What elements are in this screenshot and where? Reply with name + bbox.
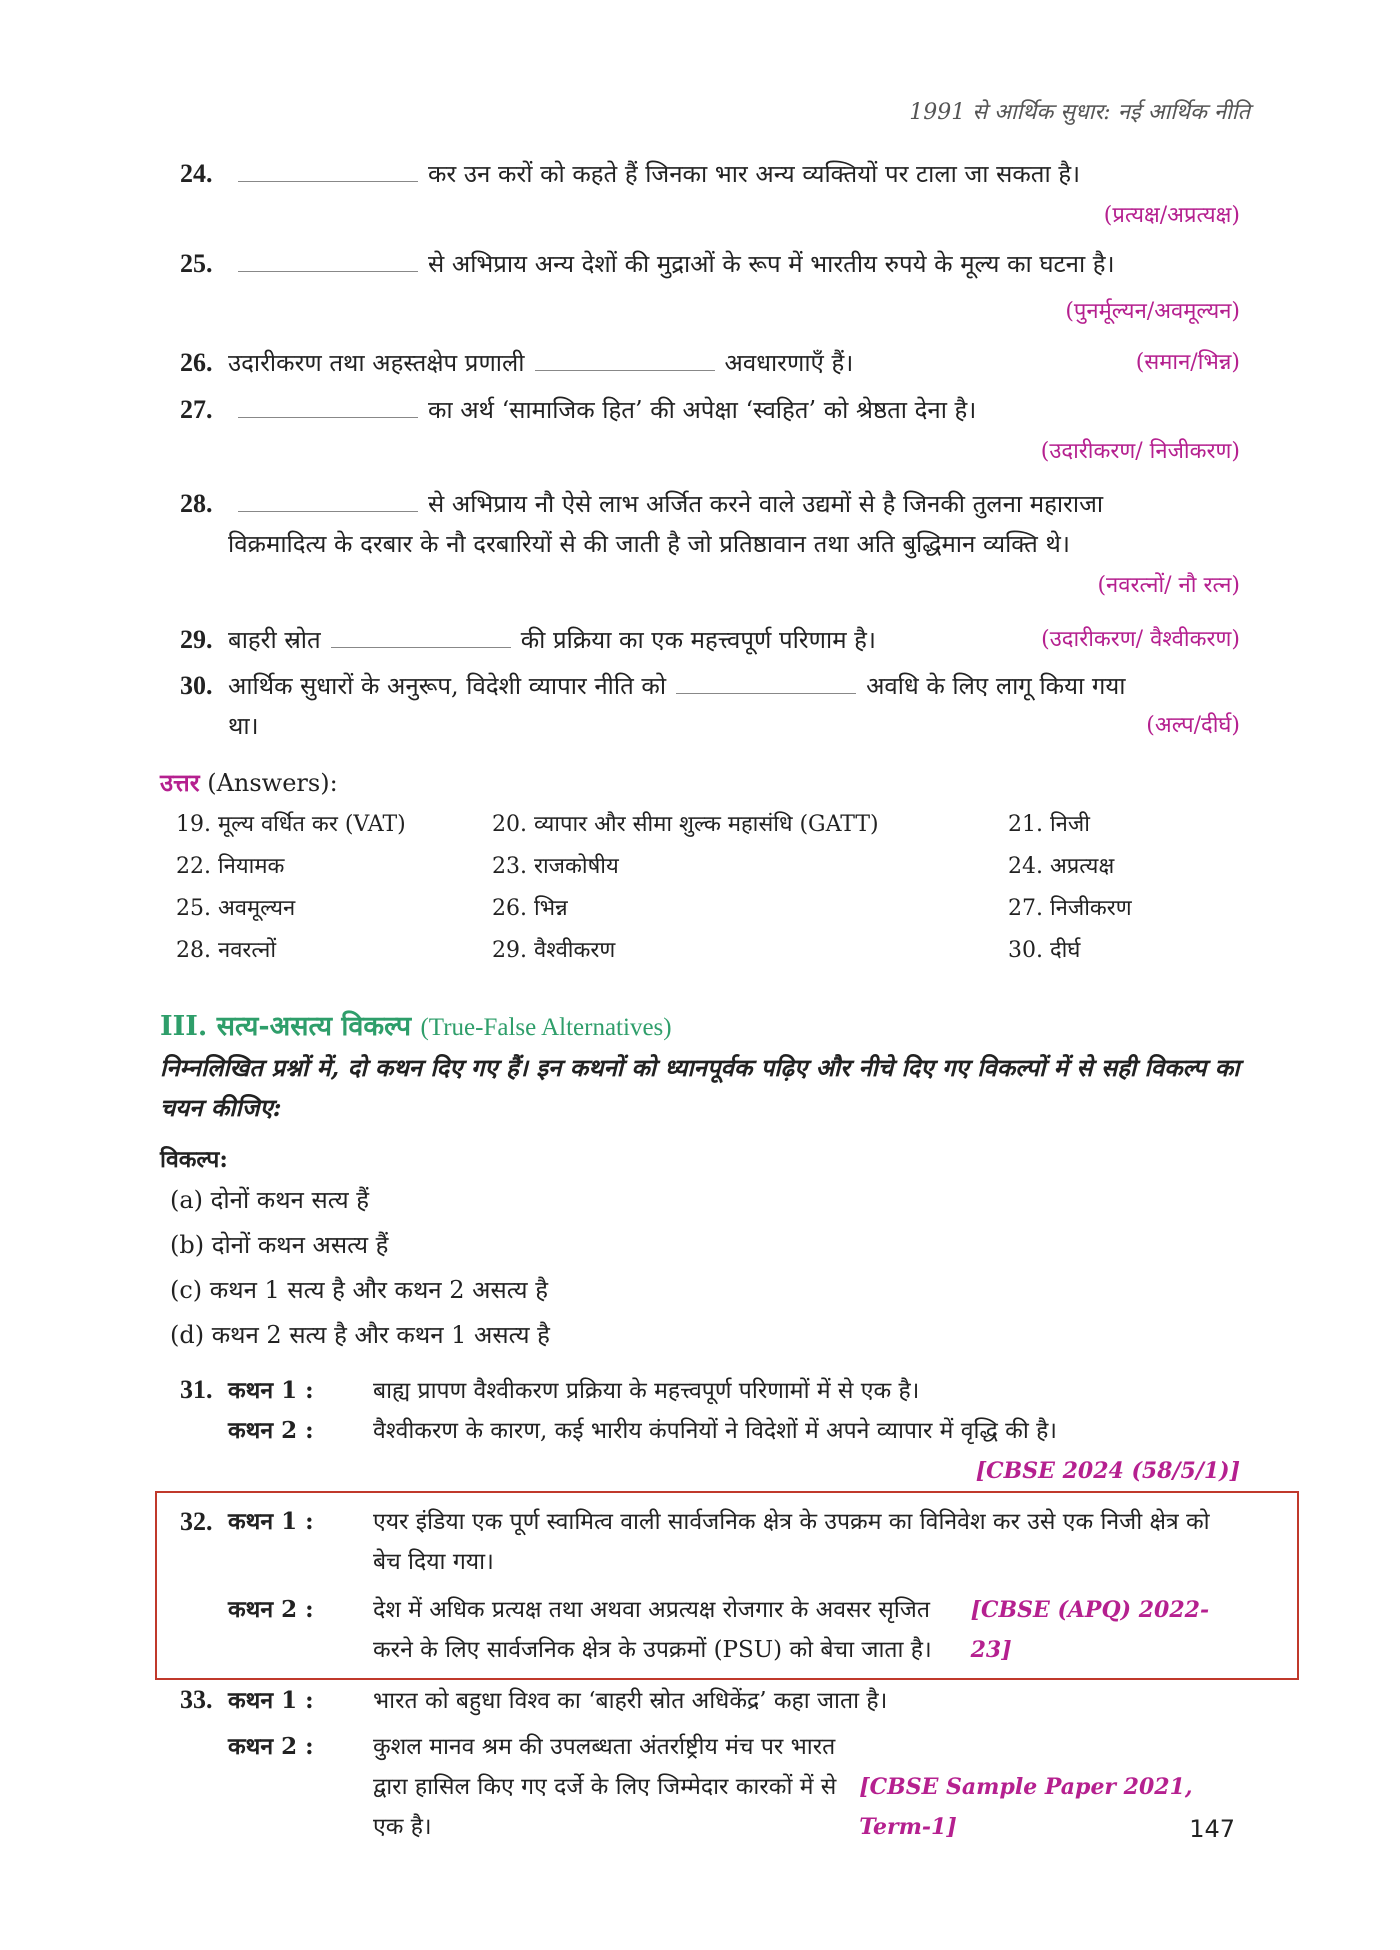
running-header: 1991 से आर्थिक सुधार: नई आर्थिक नीति: [909, 100, 1250, 125]
answer-item: 23. राजकोषीय: [492, 854, 619, 879]
options-hint: (समान/भिन्न): [1135, 350, 1240, 375]
answer-item: 24. अप्रत्यक्ष: [1008, 854, 1115, 879]
question-26: (समान/भिन्न) 26. उदारीकरण तथा अहस्तक्षेप प्रणाली अवधारणाएँ हैं।: [180, 343, 1240, 383]
section-instruction: निम्नलिखित प्रश्नों में, दो कथन दिए गए हैं। इन कथनों को ध्यानपूर्वक पढ़िए और नीचे दिए गए विकल्पों में से सही विकल्प का चयन कीजिए:: [160, 1053, 1240, 1122]
blank: [535, 346, 715, 371]
question-25: 25. से अभिप्राय अन्य देशों की मुद्राओं के रूप में भारतीय रुपये के मूल्य का घटना है। (पुनर्मूल्यन/अवमूल्यन): [180, 249, 1240, 324]
blank: [676, 669, 856, 694]
source-citation: [CBSE 2024 (58/5/1)]: [975, 1458, 1240, 1484]
options-label: विकल्प:: [160, 1146, 228, 1173]
question-24: 24. कर उन करों को कहते हैं जिनका भार अन्य व्यक्तियों पर टाला जा सकता है। (प्रत्यक्ष/अप्रत्यक्ष): [180, 159, 1240, 228]
answer-item: 22. नियामक: [176, 854, 285, 879]
source-citation: [CBSE Sample Paper 2021, Term-1]: [859, 1774, 1193, 1840]
source-citation: [CBSE (APQ) 2022-23]: [970, 1597, 1210, 1663]
page-number: 147: [1189, 1815, 1235, 1843]
options-list: [170, 1178, 550, 1358]
answer-item: 19. मूल्य वर्धित कर (VAT): [176, 812, 406, 837]
options-hint: (उदारीकरण/ निजीकरण): [1040, 439, 1240, 464]
question-33: 33. कथन 1 : भारत को बहुधा विश्व का ‘बाहरी स्रोत अधिकेंद्र’ कहा जाता है। कथन 2 : कुशल मानव श्रम की उपलब्धता अंतर्राष्ट्रीय मंच पर भारत द्वारा हासिल किए गए दर्जे के लिए जिम्मेदार कारकों में से एक है। [CBSE Sample Paper 2021, Term-1]: [180, 1680, 1240, 1847]
question-30: 30. आर्थिक सुधारों के अनुरूप, विदेशी व्यापार नीति को अवधि के लिए लागू किया गया (अल्प/दीर्घ) था।: [180, 666, 1240, 746]
answer-item: 27. निजीकरण: [1008, 896, 1132, 921]
answer-item: 28. नवरत्नों: [176, 938, 277, 963]
answer-item: 26. भिन्न: [492, 896, 568, 921]
options-hint: (अल्प/दीर्घ): [1146, 713, 1240, 738]
options-hint: (नवरत्नों/ नौ रत्न): [1097, 573, 1240, 598]
answer-item: 20. व्यापार और सीमा शुल्क महासंधि (GATT): [492, 812, 879, 837]
options-hint: (पुनर्मूल्यन/अवमूल्यन): [1065, 299, 1240, 324]
blank: [238, 247, 418, 272]
section-heading: III. सत्य-असत्य विकल्प (True-False Alternatives): [160, 1011, 672, 1042]
answer-item: 21. निजी: [1008, 812, 1090, 837]
question-31: 31. कथन 1 : बाह्य प्रापण वैश्वीकरण प्रक्रिया के महत्त्वपूर्ण परिणामों में से एक है। कथन 2 : वैश्वीकरण के कारण, कई भारीय कंपनियों ने विदेशों में अपने व्यापार में वृद्धि की है। [CBSE 2024 (58/5/1)]: [180, 1375, 1240, 1484]
answer-item: 25. अवमूल्यन: [176, 896, 296, 921]
option-item: (d) कथन 2 सत्य है और कथन 1 असत्य है: [170, 1321, 550, 1349]
question-28: 28. से अभिप्राय नौ ऐसे लाभ अर्जित करने वाले उद्यमों से है जिनकी तुलना महाराजा विक्रमादित्य के दरबार के नौ दरबारियों से की जाती है जो प्रतिष्ठावान तथा अति बुद्धिमान व्यक्ति थे। (नवरत्नों/ नौ रत्न): [180, 489, 1240, 598]
options-hint: (उदारीकरण/ वैश्वीकरण): [1041, 627, 1240, 652]
question-32: 32. कथन 1 : एयर इंडिया एक पूर्ण स्वामित्व वाली सार्वजनिक क्षेत्र के उपक्रम का विनिवेश कर उसे एक निजी क्षेत्र को बेच दिया गया। कथन 2 : देश में अधिक प्रत्यक्ष तथा अथवा अप्रत्यक्ष रोजगार के अवसर सृजित करने के लिए सार्वजनिक क्षेत्र के उपक्रमों (PSU) को बेचा जाता है। [CBSE (APQ) 2022-23]: [180, 1502, 1240, 1670]
blank: [238, 487, 418, 512]
answer-item: 29. वैश्वीकरण: [492, 938, 616, 963]
question-27: 27. का अर्थ ‘सामाजिक हित’ की अपेक्षा ‘स्वहित’ को श्रेष्ठता देना है। (उदारीकरण/ निजीकरण): [180, 395, 1240, 464]
option-item: (b) दोनों कथन असत्य हैं: [170, 1231, 389, 1259]
answers-heading: उत्तर (Answers):: [160, 768, 338, 797]
question-29: (उदारीकरण/ वैश्वीकरण) 29. बाहरी स्रोत की प्रक्रिया का एक महत्त्वपूर्ण परिणाम है।: [180, 620, 1240, 660]
blank: [331, 623, 511, 648]
option-item: (c) कथन 1 सत्य है और कथन 2 असत्य है: [170, 1276, 548, 1304]
answer-item: 30. दीर्घ: [1008, 938, 1081, 963]
options-hint: (प्रत्यक्ष/अप्रत्यक्ष): [1103, 203, 1240, 228]
option-item: (a) दोनों कथन सत्य हैं: [170, 1186, 369, 1214]
blank: [238, 393, 418, 418]
blank: [238, 157, 418, 182]
answers-grid: [176, 810, 1176, 966]
